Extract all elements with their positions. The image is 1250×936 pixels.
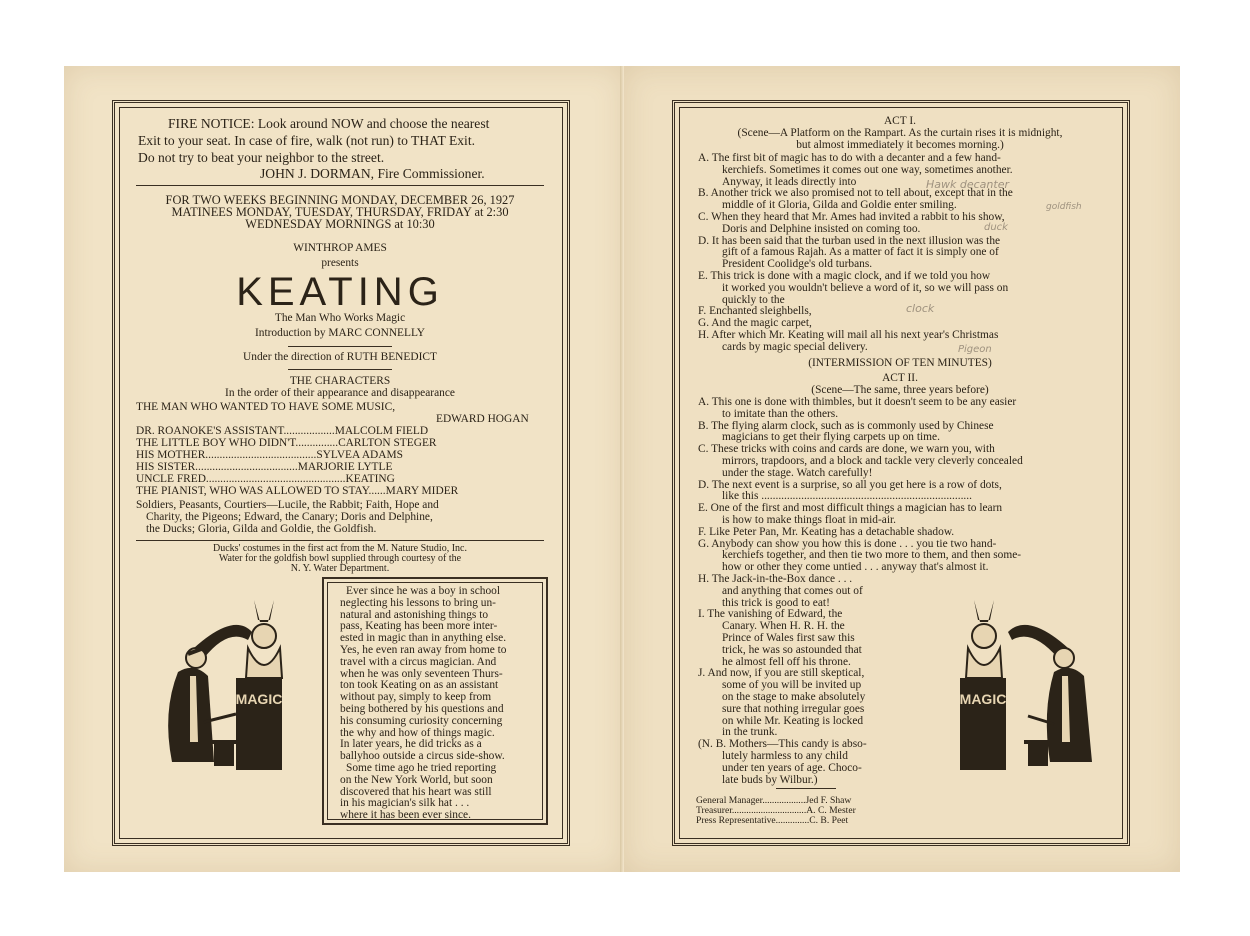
intermission: (INTERMISSION OF TEN MINUTES) [808,357,992,369]
magician-illustration [144,592,314,804]
ensemble-line: the Ducks; Gloria, Gilda and Goldie, the Goldfish. [146,523,377,535]
credits-line: N. Y. Water Department. [290,563,390,574]
schedule-line: WEDNESDAY MORNINGS at 10:30 [245,217,435,231]
text-line: some of you will be invited up [722,679,862,692]
text-line: when he was only seventeen Thurs- [340,667,503,680]
direction: Under the direction of RUTH BENEDICT [243,351,437,363]
rabbit-ears-icon [974,600,994,622]
text-line: ballyhoo outside a circus side-show. [340,750,505,763]
text-line: discovered that his heart was still [340,785,492,798]
text-line: kerchiefs together, and then tie two more to them, and then some- [722,549,1022,562]
svg-text:MAGIC: MAGIC [959,691,1007,707]
subtitle: The Man Who Works Magic [274,312,406,324]
divider [136,540,544,541]
cast-line: THE MAN WHO WANTED TO HAVE SOME MUSIC, [136,401,396,413]
cast-line: HIS SISTER....................................MARJORIE LYTLE [136,461,393,473]
act1-heading: ACT I. [883,115,917,127]
cast-line: DR. ROANOKE'S ASSISTANT..................MALCOLM FIELD [136,425,429,437]
text-line: the why and how of things magic. [340,726,495,739]
text-line: late buds by Wilbur.) [722,773,818,786]
text-line: in the trunk. [722,726,778,739]
text-line: natural and astonishing things to [340,608,489,621]
pencil-note: Hawk decanter [926,178,1009,191]
right-page [624,66,1180,872]
text-line: how or other they come untied . . . anyway that's almost it. [722,561,989,574]
cast-line: THE PIANIST, WHO WAS ALLOWED TO STAY......MARY MIDER [136,485,459,497]
ensemble-line: Soldiers, Peasants, Courtiers—Lucile, the Rabbit; Faith, Hope and [136,499,439,511]
text-line: Some time ago he tried reporting [346,762,497,774]
characters-subheading: In the order of their appearance and disappearance [225,387,455,399]
credits-line: Ducks' costumes in the first act from the M. Nature Studio, Inc. [213,543,467,554]
text-line: to imitate than the others. [722,407,839,420]
text-line: on the New York World, but soon [340,773,493,786]
text-line: Yes, he even ran away from home to [340,644,507,656]
text-line: trick, he was so astounded that [722,643,862,656]
text-line: Prince of Wales first saw this [722,632,855,644]
text-line: D. The next event is a surprise, so all you get here is a row of dots, [698,478,1002,491]
act1-scene: (Scene—A Platform on the Rampart. As the curtain rises it is midnight, [737,127,1063,139]
text-line: kerchiefs. Sometimes it comes out one way, sometimes another. [722,163,1013,176]
characters-heading: THE CHARACTERS [289,375,391,387]
act2-heading: ACT II. [882,372,918,384]
text-line: H. The Jack-in-the-Box dance . . . [698,573,853,585]
text-line: his consuming curiosity concerning [340,714,503,727]
staff-line: Treasurer...............................A. C. Mester [696,805,856,816]
text-line: (N. B. Mothers—This candy is abso- [698,738,867,751]
text-line: J. And now, if you are still skeptical, [698,667,865,680]
text-line: magicians to get their flying carpets up on time. [722,431,940,444]
magician-illustration [950,592,1120,804]
text-line: G. Anybody can show you how this is done . . . you tie two hand- [698,537,997,550]
text-line: in his magician's silk hat . . . [340,797,470,810]
fire-notice-line: Do not try to beat your neighbor to the street. [138,150,385,165]
text-line: on the stage to make absolutely [722,691,866,703]
text-line: like this .......................................................................... [722,490,972,503]
staff-line: Press Representative..............C. B. Peet [696,815,849,826]
staff-line: General Manager..................Jed F. Shaw [696,795,852,806]
text-line: it worked you wouldn't believe a word of it, so we will pass on [722,281,1009,294]
text-line: on while Mr. Keating is locked [722,714,864,727]
text-line: C. These tricks with coins and cards are done, we warn you, with [698,443,995,456]
cast-line: HIS MOTHER.......................................SYLVEA ADAMS [136,449,403,461]
text-line: A. The first bit of magic has to do with a decanter and a few hand- [698,152,1001,164]
divider [288,346,392,347]
divider [288,369,392,370]
text-line: F. Like Peter Pan, Mr. Keating has a detachable shadow. [698,525,955,538]
cast-line: UNCLE FRED.................................................KEATING [136,473,395,485]
text-line: G. And the magic carpet, [698,317,812,330]
text-line: mirrors, trapdoors, and a block and tackle very cleverly concealed [722,455,1023,467]
text-line: President Coolidge's old turbans. [722,258,873,271]
act2-scene: (Scene—The same, three years before) [811,384,989,396]
text-line: I. The vanishing of Edward, the [698,608,843,621]
cast-line: EDWARD HOGAN [436,413,529,425]
text-line: this trick is good to eat! [722,596,830,609]
credits-line: Water for the goldfish bowl supplied through courtesy of the [218,553,462,564]
text-line: neglecting his lessons to bring un- [340,596,496,609]
cast-line: THE LITTLE BOY WHO DIDN'T...............CARLTON STEGER [136,437,437,449]
presents: presents [321,257,359,269]
text-line: quickly to the [722,293,785,306]
text-line: gift of a famous Rajah. As a matter of fact it is simply one of [722,246,999,259]
text-line: Anyway, it leads directly into [722,175,857,188]
schedule-line: FOR TWO WEEKS BEGINNING MONDAY, DECEMBER 26, 1927 [165,193,515,207]
ensemble-line: Charity, the Pigeons; Edward, the Canary; Doris and Delphine, [146,511,433,523]
rabbit-ears-icon [254,600,274,622]
text-line: D. It has been said that the turban used in the next illusion was the [698,234,1001,247]
introduction: Introduction by MARC CONNELLY [254,327,426,339]
pencil-note: goldfish [1046,202,1082,212]
page-title: KEATING [236,270,444,314]
text-line: travel with a circus magician. And [340,655,497,668]
schedule-line: MATINEES MONDAY, TUESDAY, THURSDAY, FRIDAY at 2:30 [171,205,509,219]
text-line: where it has been ever since. [340,809,471,822]
text-line: F. Enchanted sleighbells, [698,305,812,318]
text-line: C. When they heard that Mr. Ames had invited a rabbit to his show, [698,211,1005,223]
text-line: pass, Keating has been more inter- [340,620,498,633]
text-line: being bothered by his questions and [340,703,504,715]
act1-scene: but almost immediately it becomes morning.) [796,139,1004,151]
text-line: cards by magic special delivery. [722,340,868,353]
svg-text:MAGIC: MAGIC [235,691,283,707]
text-line: he almost fell off his throne. [722,655,851,668]
text-line: Doris and Delphine insisted on coming too. [722,222,921,235]
text-line: H. After which Mr. Keating will mail all his next year's Christmas [698,329,999,341]
fire-notice-line: FIRE NOTICE: Look around NOW and choose the nearest [168,116,490,131]
text-line: E. One of the first and most difficult things a magician has to learn [698,502,1003,515]
text-line: under ten years of age. Choco- [722,761,862,774]
text-line: A. This one is done with thimbles, but it doesn't seem to be any easier [698,396,1017,408]
pencil-note: duck [984,222,1008,233]
text-line: under the stage. Watch carefully! [722,466,873,479]
text-line: without pay, simply to keep from [340,691,492,704]
pencil-note: clock [906,302,935,315]
divider [776,788,836,789]
producer: WINTHROP AMES [293,242,387,254]
left-page [64,66,624,872]
text-line: sure that nothing irregular goes [722,702,865,715]
text-line: Ever since he was a boy in school [346,585,501,597]
text-line: lutely harmless to any child [722,750,848,762]
divider [136,185,544,186]
text-line: B. The flying alarm clock, such as is commonly used by Chinese [698,419,994,432]
fire-notice-line: Exit to your seat. In case of fire, walk (not run) to THAT Exit. [138,133,475,148]
text-line: E. This trick is done with a magic clock, and if we told you how [698,270,991,282]
text-line: In later years, he did tricks as a [340,738,482,751]
text-line: ton took Keating on as an assistant [340,679,499,692]
text-line: middle of it Gloria, Gilda and Goldie enter smiling. [722,199,957,212]
text-line: Canary. When H. R. H. the [722,620,845,633]
text-line: ested in magic than in anything else. [340,632,507,645]
pencil-note: Pigeon [958,344,992,355]
text-line: and anything that comes out of [722,584,863,597]
text-line: B. Another trick we also promised not to tell about, except that in the [698,187,1013,200]
text-line: is how to make things float in mid-air. [722,514,897,526]
fire-commissioner: JOHN J. DORMAN, Fire Commissioner. [260,166,485,181]
